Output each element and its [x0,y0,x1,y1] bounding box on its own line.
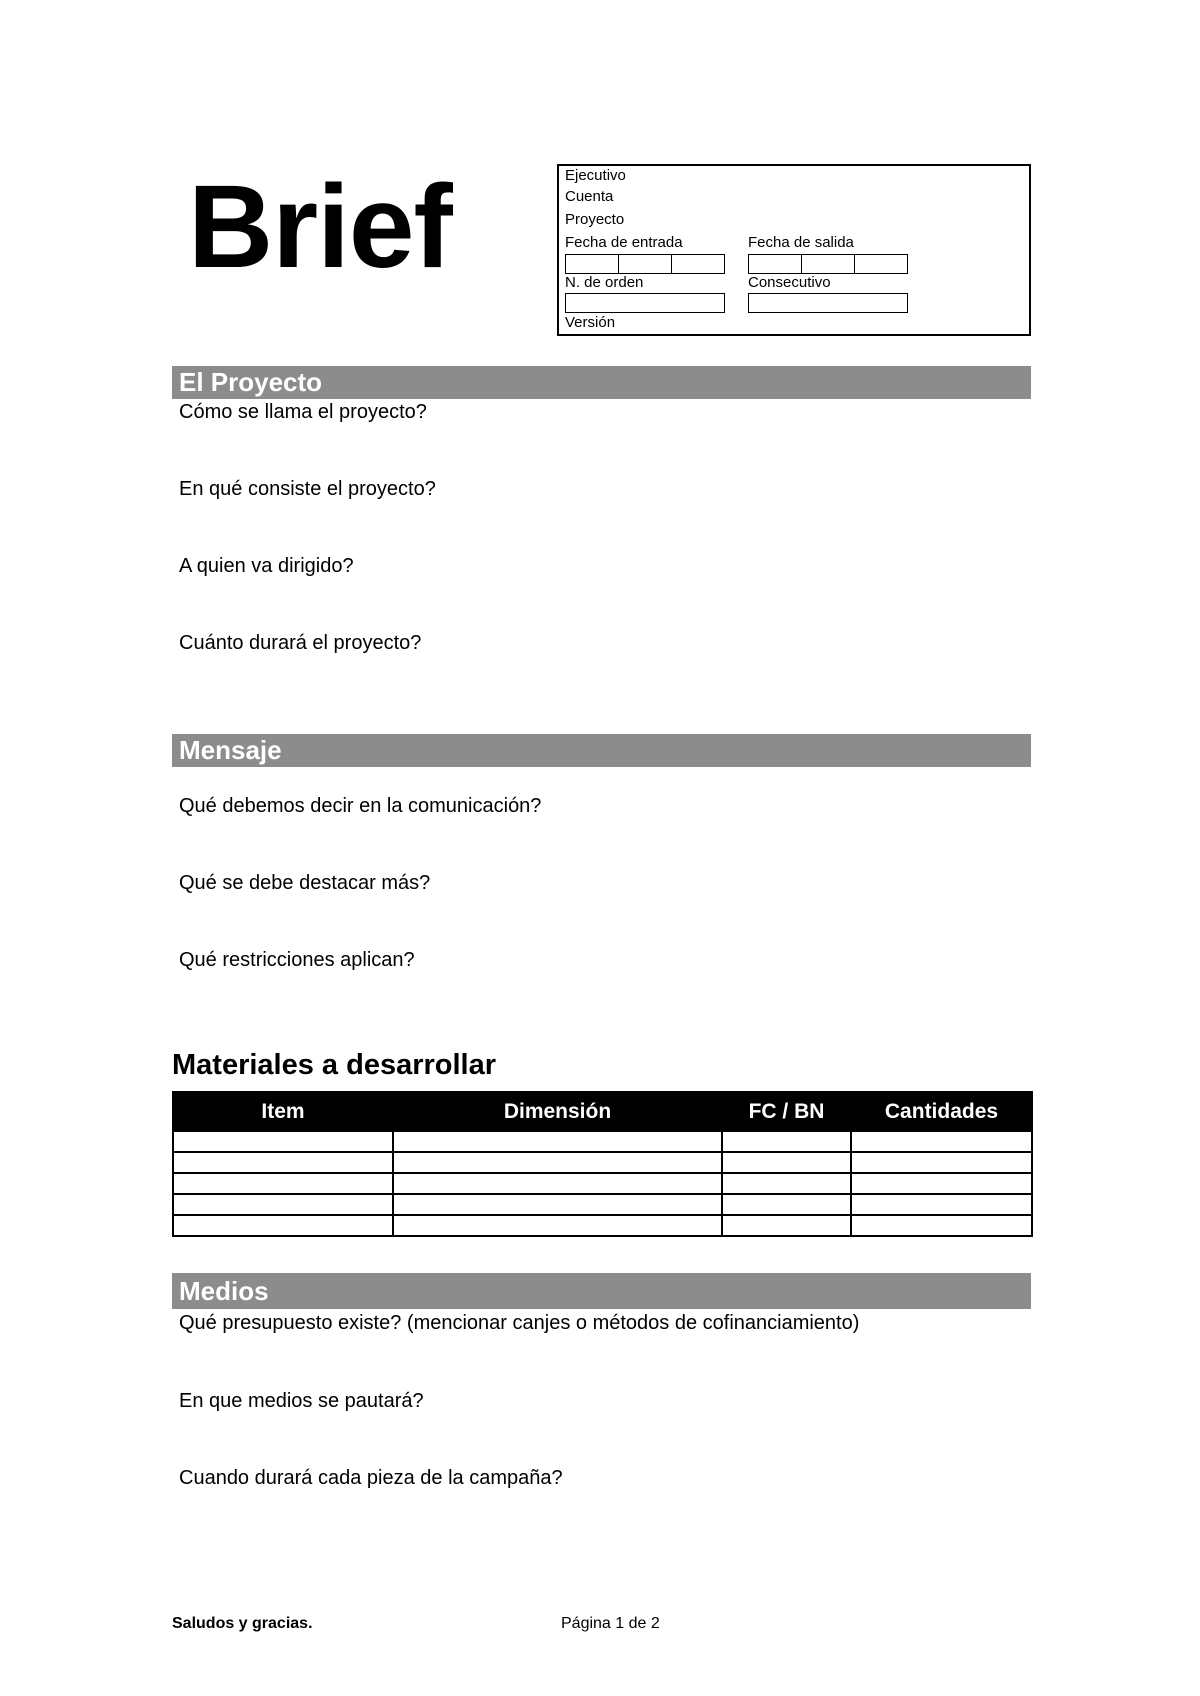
fecha-salida-year-cell[interactable] [855,255,907,273]
table-cell[interactable] [173,1173,393,1194]
footer-greeting: Saludos y gracias. [172,1615,313,1632]
n-orden-label: N. de orden [565,274,644,291]
proyecto-label: Proyecto [565,211,625,228]
consecutivo-label: Consecutivo [748,274,831,291]
table-cell[interactable] [851,1131,1032,1152]
col-header-dimension: Dimensión [393,1092,722,1131]
table-row [173,1131,1032,1152]
col-header-fc-bn: FC / BN [722,1092,851,1131]
question-proyecto-duracion: Cuánto durará el proyecto? [179,632,422,654]
materiales-table [172,1091,1033,1237]
table-cell[interactable] [851,1194,1032,1215]
consecutivo-field[interactable] [748,293,908,313]
footer-page-number: Página 1 de 2 [561,1615,660,1632]
fecha-entrada-field[interactable] [565,254,725,274]
fecha-salida-month-cell[interactable] [802,255,855,273]
table-cell[interactable] [173,1131,393,1152]
table-cell[interactable] [173,1152,393,1173]
table-row [173,1173,1032,1194]
table-cell[interactable] [393,1131,722,1152]
col-header-cantidades: Cantidades [851,1092,1032,1131]
table-cell[interactable] [173,1194,393,1215]
table-cell[interactable] [173,1215,393,1236]
question-mensaje-decir: Qué debemos decir en la comunicación? [179,795,542,817]
question-medios-duracion: Cuando durará cada pieza de la campaña? [179,1467,563,1489]
table-row [173,1152,1032,1173]
cuenta-label: Cuenta [565,188,614,205]
fecha-salida-field[interactable] [748,254,908,274]
question-mensaje-restricciones: Qué restricciones aplican? [179,949,415,971]
info-box [557,164,1031,336]
section-header-medios: Medios [172,1273,1031,1309]
table-cell[interactable] [393,1215,722,1236]
table-cell[interactable] [851,1215,1032,1236]
table-cell[interactable] [851,1152,1032,1173]
fecha-entrada-month-cell[interactable] [619,255,672,273]
table-row [173,1215,1032,1236]
fecha-salida-day-cell[interactable] [749,255,802,273]
question-medios-presupuesto: Qué presupuesto existe? (mencionar canjes o métodos de cofinanciamiento) [179,1312,860,1334]
table-cell[interactable] [722,1131,851,1152]
table-cell[interactable] [393,1152,722,1173]
question-proyecto-dirigido: A quien va dirigido? [179,555,354,577]
question-medios-pauta: En que medios se pautará? [179,1390,424,1412]
question-mensaje-destacar: Qué se debe destacar más? [179,872,431,894]
n-orden-field[interactable] [565,293,725,313]
page-title: Brief [188,161,452,293]
section-header-mensaje: Mensaje [172,734,1031,767]
table-cell[interactable] [851,1173,1032,1194]
table-cell[interactable] [393,1173,722,1194]
table-row [173,1194,1032,1215]
col-header-item: Item [173,1092,393,1131]
table-cell[interactable] [722,1194,851,1215]
question-proyecto-nombre: Cómo se llama el proyecto? [179,401,427,423]
fecha-entrada-label: Fecha de entrada [565,234,683,251]
fecha-entrada-day-cell[interactable] [566,255,619,273]
table-cell[interactable] [722,1173,851,1194]
version-label: Versión [565,314,616,331]
fecha-salida-label: Fecha de salida [748,234,854,251]
ejecutivo-label: Ejecutivo [565,167,626,184]
section-header-proyecto: El Proyecto [172,366,1031,399]
table-cell[interactable] [722,1152,851,1173]
section-header-materiales: Materiales a desarrollar [172,1049,497,1081]
question-proyecto-consiste: En qué consiste el proyecto? [179,478,436,500]
table-cell[interactable] [722,1215,851,1236]
table-cell[interactable] [393,1194,722,1215]
fecha-entrada-year-cell[interactable] [672,255,724,273]
